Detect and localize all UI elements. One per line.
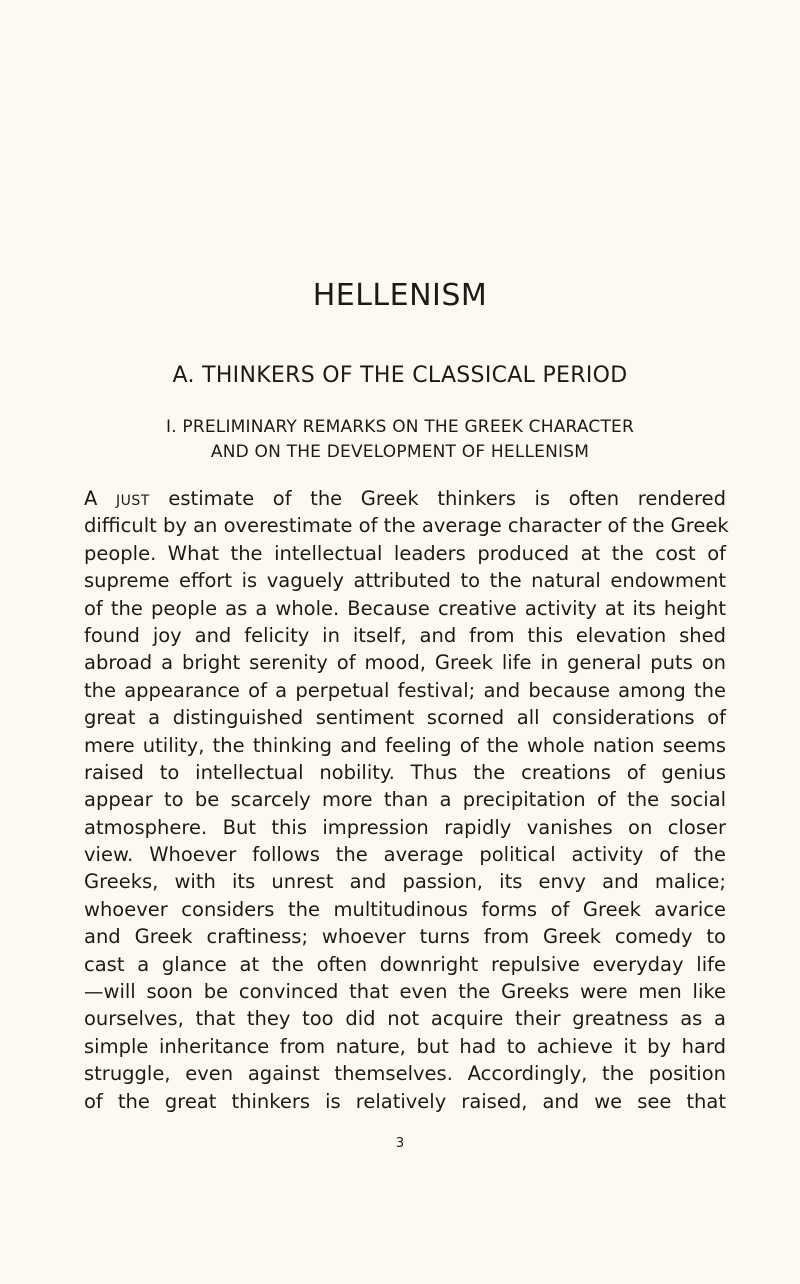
- body-line: mere utility, the thinking and feeling of the whole nation seems: [84, 733, 726, 757]
- opening-smallcap: just: [115, 487, 150, 510]
- body-line: abroad a bright serenity of mood, Greek life in general puts on: [84, 651, 726, 675]
- body-line: found joy and felicity in itself, and from this elevation shed: [84, 623, 726, 647]
- book-title: HELLENISM: [312, 278, 488, 313]
- section-title: A. THINKERS OF THE CLASSICAL PERIOD: [172, 363, 628, 388]
- body-line: whoever considers the multitudinous forms of Greek avarice: [84, 897, 726, 921]
- body-line: people. What the intellectual leaders produced at the cost of: [84, 541, 726, 565]
- body-line: of the great thinkers is relatively raised, and we see that: [84, 1089, 726, 1113]
- body-line: ourselves, that they too did not acquire their greatness as a: [84, 1007, 726, 1031]
- body-line: Greeks, with its unrest and passion, its envy and malice;: [84, 870, 726, 894]
- body-line: cast a glance at the often downright repulsive everyday life: [84, 952, 726, 976]
- chapter-title-line: I. PRELIMINARY REMARKS ON THE GREEK CHARACTER: [165, 417, 635, 437]
- body-line: supreme effort is vaguely attributed to the natural endowment: [84, 569, 726, 593]
- body-line: struggle, even against themselves. Accordingly, the position: [84, 1062, 726, 1086]
- body-text: [84, 485, 729, 1115]
- body-line: of the people as a whole. Because creative activity at its height: [84, 596, 726, 620]
- opening-word: A: [84, 487, 98, 510]
- chapter-title-line: AND ON THE DEVELOPMENT OF HELLENISM: [210, 442, 590, 462]
- body-line: raised to intellectual nobility. Thus the creations of genius: [84, 760, 726, 784]
- body-line: view. Whoever follows the average political activity of the: [84, 843, 726, 867]
- body-line-first: [84, 485, 726, 512]
- body-line: difficult by an overestimate of the average character of the Greek: [84, 514, 729, 538]
- page-number: 3: [395, 1136, 405, 1151]
- body-line: —will soon be convinced that even the Greeks were men like: [84, 980, 726, 1004]
- body-line: simple inheritance from nature, but had to achieve it by hard: [84, 1034, 726, 1058]
- body-line: appear to be scarcely more than a precipitation of the social: [84, 788, 726, 812]
- chapter-title: [60, 415, 740, 465]
- body-line: atmosphere. But this impression rapidly vanishes on closer: [84, 815, 726, 839]
- first-line-rest: estimate of the Greek thinkers is often rendered: [168, 487, 727, 510]
- body-line: and Greek craftiness; whoever turns from Greek comedy to: [84, 925, 726, 949]
- body-line: great a distinguished sentiment scorned all considerations of: [84, 706, 726, 730]
- body-line: the appearance of a perpetual festival; and because among the: [84, 678, 726, 702]
